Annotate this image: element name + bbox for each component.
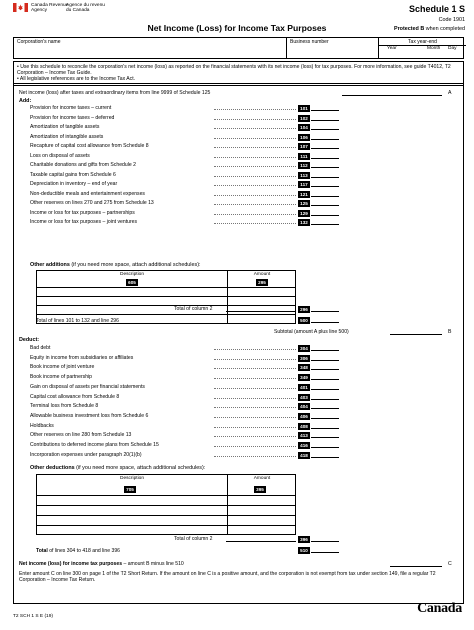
leader-dots bbox=[214, 413, 296, 418]
col-description-header: Description bbox=[120, 272, 144, 277]
net-income-after-taxes-label: Net income (loss) after taxes and extraordinary items from line 9999 of Schedule 125 bbox=[19, 90, 211, 96]
add-item-label: Loss on disposal of assets bbox=[30, 152, 90, 159]
amount-c-field[interactable] bbox=[390, 560, 442, 567]
total-deduct-label: Total of lines 304 to 418 and line 396 bbox=[36, 548, 121, 554]
canada-flag-icon bbox=[13, 3, 28, 12]
line-code-349: 349 bbox=[298, 374, 310, 381]
net-tax-income-label: Net income (loss) for income tax purposes – amount B minus line 510 bbox=[19, 561, 184, 567]
leader-dots bbox=[214, 452, 296, 457]
line-code-406: 406 bbox=[298, 413, 310, 420]
page-title: Net Income (Loss) for Income Tax Purposes bbox=[147, 23, 327, 33]
add-item-label: Recapture of capital cost allowance from Schedule 8 bbox=[30, 143, 149, 149]
line-125-field[interactable] bbox=[311, 199, 339, 206]
identification-box bbox=[13, 37, 464, 59]
line-510-field[interactable] bbox=[311, 546, 339, 553]
add-item-label: Amortization of tangible assets bbox=[30, 124, 100, 130]
add-item-label: Income or loss for tax purposes – joint ventures bbox=[30, 219, 138, 225]
leader-dots bbox=[214, 124, 296, 129]
line-code-111: 111 bbox=[298, 153, 310, 160]
leader-dots bbox=[214, 442, 296, 447]
add-item-label: Depreciation in inventory – end of year bbox=[30, 181, 118, 187]
line-code-112: 112 bbox=[298, 162, 310, 169]
line-306-field[interactable] bbox=[311, 354, 339, 361]
subtotal-label: Subtotal (amount A plus line 500) bbox=[274, 329, 349, 335]
line-code-106: 106 bbox=[298, 134, 310, 141]
line-112-field[interactable] bbox=[311, 161, 339, 168]
add-item-label: Provision for income taxes – deferred bbox=[30, 114, 115, 121]
leader-dots bbox=[214, 364, 296, 369]
final-instruction: Enter amount C on line 300 on page 1 of the T2 Short Return. If the amount on line C is a positive amount, and the corporation is not exempt from tax under section 149, file a regular T2 Corporation – Income Tax Return. bbox=[19, 571, 436, 584]
tax-year-end-cell bbox=[378, 38, 465, 58]
leader-dots bbox=[214, 134, 296, 139]
line-code-102: 102 bbox=[298, 115, 310, 122]
line-b-letter: B bbox=[448, 329, 452, 335]
tax-year-end-field[interactable] bbox=[379, 52, 466, 60]
agency-name-en: Canada Revenue Agency bbox=[31, 3, 69, 14]
line-413-field[interactable] bbox=[311, 431, 339, 438]
line-403-field[interactable] bbox=[311, 393, 339, 400]
leader-dots bbox=[214, 403, 296, 408]
leader-dots bbox=[214, 374, 296, 379]
deduct-item-label: Contributions to deferred income plans from Schedule 15 bbox=[30, 442, 159, 448]
line-code-304: 304 bbox=[298, 345, 310, 352]
leader-dots bbox=[214, 143, 296, 148]
leader-dots bbox=[214, 181, 296, 186]
line-101-field[interactable] bbox=[311, 104, 339, 111]
leader-dots bbox=[214, 432, 296, 437]
line-416-field[interactable] bbox=[311, 441, 339, 448]
line-code-107: 107 bbox=[298, 143, 310, 150]
corporation-name-field[interactable] bbox=[16, 46, 284, 58]
leader-dots bbox=[214, 153, 296, 158]
line-107-field[interactable] bbox=[311, 142, 339, 149]
line-349-field[interactable] bbox=[311, 373, 339, 380]
leader-dots bbox=[214, 384, 296, 389]
line-code-403: 403 bbox=[298, 394, 310, 401]
line-code-121: 121 bbox=[298, 191, 310, 198]
code-605: 605 bbox=[126, 279, 138, 286]
amount-a-field[interactable] bbox=[342, 89, 442, 96]
leader-dots bbox=[214, 210, 296, 215]
code-296: 296 bbox=[298, 306, 310, 313]
business-number-cell[interactable] bbox=[286, 38, 378, 58]
add-item-label: Other reserves on lines 270 and 275 from Schedule 13 bbox=[30, 200, 154, 206]
col-amount-header: Amount bbox=[253, 272, 271, 277]
line-408-field[interactable] bbox=[311, 422, 339, 429]
line-401-field[interactable] bbox=[311, 383, 339, 390]
leader-dots bbox=[214, 191, 296, 196]
deduct-item-label: Book income of joint venture bbox=[30, 364, 95, 371]
reconciliation-section bbox=[13, 83, 464, 604]
line-102-field[interactable] bbox=[311, 114, 339, 121]
deduct-item-label: Capital cost allowance from Schedule 8 bbox=[30, 393, 120, 400]
line-code-416: 416 bbox=[298, 442, 310, 449]
line-code-104: 104 bbox=[298, 124, 310, 131]
total-column-2-field[interactable] bbox=[226, 535, 296, 542]
other-deductions-heading: Other deductions (if you need more space, attach additional schedules): bbox=[30, 465, 206, 471]
line-406-field[interactable] bbox=[311, 412, 339, 419]
total-column-2-label: Total of column 2 bbox=[174, 306, 213, 312]
line-129-field[interactable] bbox=[311, 209, 339, 216]
line-104-field[interactable] bbox=[311, 123, 339, 130]
protected-label: Protected B when completed bbox=[393, 26, 465, 32]
amount-b-field[interactable] bbox=[390, 328, 442, 335]
deduct-item-label: Terminal loss from Schedule 8 bbox=[30, 403, 99, 410]
deduct-item-label: Holdbacks bbox=[30, 422, 54, 429]
form-code: Code 1901 bbox=[438, 17, 465, 23]
business-number-label: Business number bbox=[290, 39, 329, 45]
deduct-item-label: Book income of partnership bbox=[30, 374, 93, 381]
add-heading: Add: bbox=[19, 98, 32, 104]
tax-year-end-label: Tax year-end bbox=[408, 39, 437, 45]
leader-dots bbox=[214, 172, 296, 177]
agency-name-fr: Agence du revenu du Canada bbox=[66, 3, 105, 14]
code-295: 295 bbox=[256, 279, 268, 286]
line-code-129: 129 bbox=[298, 210, 310, 217]
line-111-field[interactable] bbox=[311, 152, 339, 159]
deduct-item-label: Other reserves on line 280 from Schedule 13 bbox=[30, 432, 132, 439]
leader-dots bbox=[214, 423, 296, 428]
instructions-box bbox=[13, 61, 464, 86]
total-column-2-label: Total of column 2 bbox=[174, 536, 213, 542]
leader-dots bbox=[214, 355, 296, 360]
leader-dots bbox=[214, 162, 296, 167]
canada-wordmark: Canada bbox=[417, 601, 462, 616]
corporation-name-label: Corporation's name bbox=[17, 39, 61, 45]
line-code-408: 408 bbox=[298, 423, 310, 430]
line-418-field[interactable] bbox=[311, 451, 339, 458]
leader-dots bbox=[214, 394, 296, 399]
line-a-letter: A bbox=[448, 90, 452, 96]
line-code-404: 404 bbox=[298, 403, 310, 410]
deduct-item-label: Allowable business investment loss from Schedule 6 bbox=[30, 412, 149, 419]
line-113-field[interactable] bbox=[311, 171, 339, 178]
line-code-113: 113 bbox=[298, 172, 310, 179]
add-item-label: Provision for income taxes – current bbox=[30, 105, 112, 111]
line-code-348: 348 bbox=[298, 364, 310, 371]
instruction-note: • All legislative references are to the Income Tax Act. bbox=[17, 76, 136, 83]
code-395: 395 bbox=[254, 486, 266, 493]
line-code-125: 125 bbox=[298, 200, 310, 207]
day-label: Day bbox=[448, 46, 457, 51]
add-item-label: Income or loss for tax purposes – partnerships bbox=[30, 209, 135, 216]
line-117-field[interactable] bbox=[311, 180, 339, 187]
line-121-field[interactable] bbox=[311, 190, 339, 197]
other-additions-table bbox=[36, 270, 296, 324]
form-footer-code: T2 SCH 1 S E (19) bbox=[13, 614, 53, 619]
line-c-letter: C bbox=[448, 561, 452, 567]
deduct-item-label: Bad debt bbox=[30, 345, 51, 351]
line-106-field[interactable] bbox=[311, 133, 339, 140]
col-description-header: Description bbox=[120, 476, 144, 481]
other-deductions-table bbox=[36, 474, 296, 535]
deduct-item-label: Incorporation expenses under paragraph 20(1)(b) bbox=[30, 451, 142, 458]
instruction-note: • Use this schedule to reconcile the corporation's net income (loss) as reported on the financial statements with its net income (loss) for tax purposes. For more information, see guide T4012, T2 Corporation – Income Tax Guide. bbox=[17, 64, 451, 77]
add-item-label: Charitable donations and gifts from Schedule 2 bbox=[30, 162, 136, 168]
line-code-132: 132 bbox=[298, 219, 310, 226]
other-additions-heading: Other additions (if you need more space, attach additional schedules): bbox=[30, 262, 201, 268]
col-amount-header: Amount bbox=[253, 476, 271, 481]
line-132-field[interactable] bbox=[311, 218, 339, 225]
add-item-label: Non-deductible meals and entertainment expenses bbox=[30, 190, 145, 197]
line-code-117: 117 bbox=[298, 181, 310, 188]
deduct-heading: Deduct: bbox=[19, 337, 40, 343]
line-396-field[interactable] bbox=[311, 535, 339, 542]
leader-dots bbox=[214, 200, 296, 205]
deduct-item-label: Equity in income from subsidiaries or affiliates bbox=[30, 354, 134, 361]
leader-dots bbox=[214, 105, 296, 110]
line-500-field[interactable] bbox=[311, 316, 339, 323]
total-column-2-field[interactable] bbox=[226, 305, 296, 312]
line-348-field[interactable] bbox=[311, 363, 339, 370]
leader-dots bbox=[214, 345, 296, 350]
line-code-101: 101 bbox=[298, 105, 310, 112]
line-296-field[interactable] bbox=[311, 305, 339, 312]
code-510: 510 bbox=[298, 547, 310, 554]
schedule-number: Schedule 1 S bbox=[408, 4, 465, 14]
deduct-item-label: Gain on disposal of assets per financial statements bbox=[30, 383, 145, 390]
line-code-413: 413 bbox=[298, 432, 310, 439]
line-code-306: 306 bbox=[298, 355, 310, 362]
total-add-label: Total of lines 101 to 132 and line 296 bbox=[36, 318, 119, 324]
month-label: Month bbox=[427, 46, 441, 51]
line-code-418: 418 bbox=[298, 452, 310, 459]
leader-dots bbox=[214, 219, 296, 224]
year-label: Year bbox=[387, 46, 397, 51]
add-item-label: Taxable capital gains from Schedule 6 bbox=[30, 171, 116, 178]
code-705: 705 bbox=[124, 486, 136, 493]
line-304-field[interactable] bbox=[311, 344, 339, 351]
add-item-label: Amortization of intangible assets bbox=[30, 133, 104, 140]
code-396: 396 bbox=[298, 536, 310, 543]
code-500: 500 bbox=[298, 317, 310, 324]
leader-dots bbox=[214, 115, 296, 120]
line-404-field[interactable] bbox=[311, 402, 339, 409]
line-code-401: 401 bbox=[298, 384, 310, 391]
